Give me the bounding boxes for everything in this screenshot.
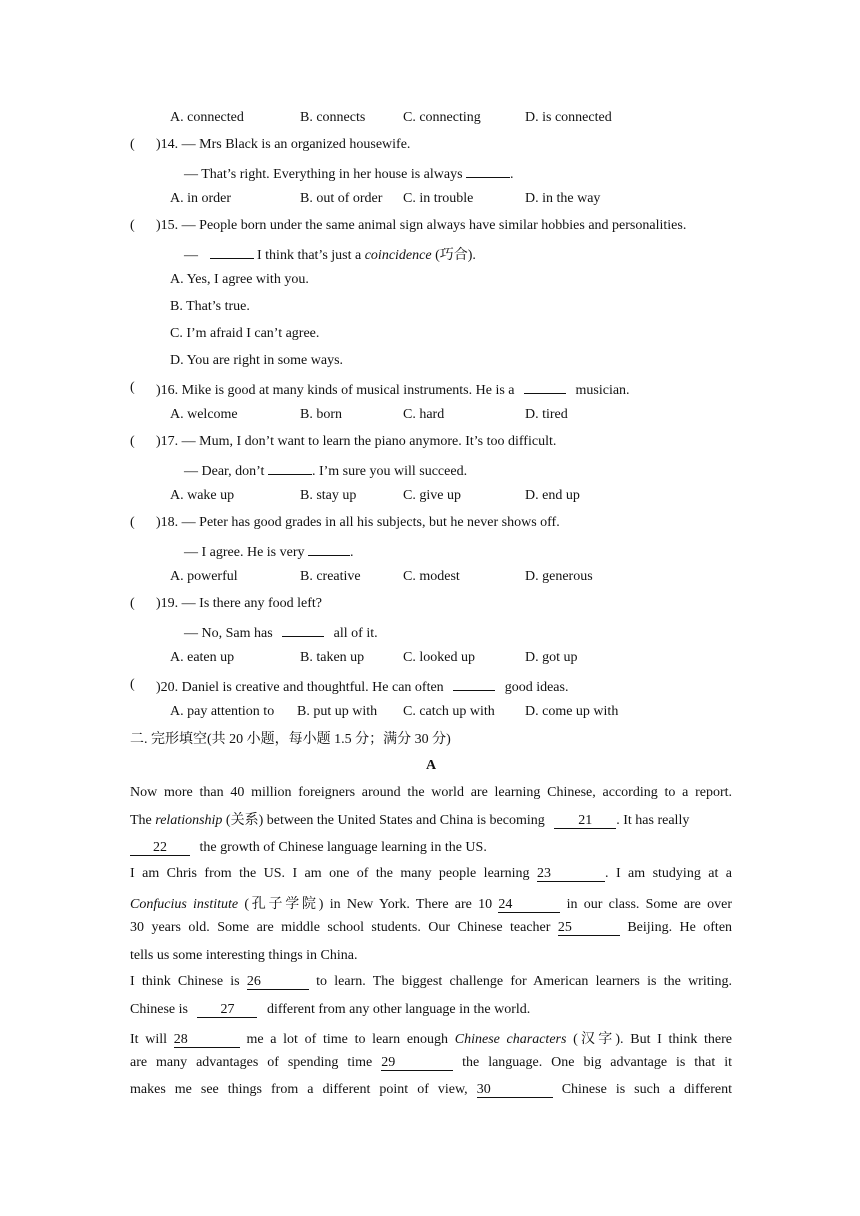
reply-italic-term: coincidence [364, 248, 432, 263]
reply-text: I think that’s just a [257, 248, 362, 263]
question-stem [156, 380, 630, 400]
option-c: C. looked up [403, 650, 475, 665]
answer-paren: ( [130, 677, 135, 692]
text: Beijing. He often [627, 920, 733, 935]
answer-blank [453, 677, 495, 691]
text: I think Chinese is [130, 974, 240, 989]
question-stem: )15. — People born under the same animal sign always have similar hobbies and personalities. [156, 218, 687, 233]
answer-paren: ( [130, 515, 135, 530]
text: I am Chris from the US. I am one of the many people learning [130, 866, 530, 881]
option-a: A. powerful [170, 569, 238, 584]
answer-paren: ( [130, 218, 135, 233]
answer-paren: ( [130, 596, 135, 611]
reply-end: . I’m sure you will succeed. [311, 464, 468, 479]
section-heading: 二. 完形填空(共 20 小题，每小题 1.5 分；满分 30 分) [130, 732, 451, 747]
answer-paren: ( [130, 137, 135, 152]
passage-line [130, 1028, 732, 1048]
option-a: A. Yes, I agree with you. [170, 272, 309, 287]
question-stem: )18. — Peter has good grades in all his subjects, but he never shows off. [156, 515, 560, 530]
italic-term: Confucius institute [130, 897, 239, 912]
option-b: B. put up with [297, 704, 378, 719]
text: different from any other language in the world. [266, 1002, 531, 1017]
text: (汉字). But I think there [573, 1032, 732, 1047]
option-b: B. born [300, 407, 342, 422]
q13-option-a: A. connected [170, 110, 244, 125]
reply-text: — I agree. He is very [184, 545, 305, 560]
option-a: A. wake up [170, 488, 235, 503]
answer-paren: ( [130, 380, 135, 395]
option-c: C. give up [403, 488, 461, 503]
blank-25: 25 [558, 920, 620, 936]
option-d: D. tired [525, 407, 568, 422]
option-c: C. I’m afraid I can’t agree. [170, 326, 320, 341]
text: are many advantages of spending time [130, 1055, 373, 1070]
q13-option-c: C. connecting [403, 110, 481, 125]
option-b: B. stay up [300, 488, 357, 503]
answer-blank [268, 461, 312, 475]
passage-line [130, 839, 487, 857]
reply-dash: — [184, 248, 198, 263]
option-c: C. modest [403, 569, 460, 584]
blank-28: 28 [174, 1032, 240, 1048]
stem-text: )16. Mike is good at many kinds of musical instruments. He is a [156, 383, 515, 398]
italic-term: relationship [155, 813, 223, 828]
blank-24: 24 [498, 897, 560, 913]
stem-end: musician. [575, 383, 630, 398]
passage-line [130, 893, 732, 913]
text: to learn. The biggest challenge for American learners is the writing. [316, 974, 733, 989]
passage-line [130, 1055, 732, 1071]
passage-line: tells us some interesting things in China. [130, 948, 358, 963]
option-d: D. in the way [525, 191, 601, 206]
passage-line: Now more than 40 million foreigners around the world are learning Chinese, according to a report. [130, 785, 732, 800]
reply-end: (巧合). [431, 248, 476, 263]
passage-line [130, 1082, 732, 1098]
text: . I am studying at a [605, 866, 733, 881]
reply-end: all of it. [333, 626, 378, 641]
text: . It has really [616, 813, 690, 828]
option-b: B. That’s true. [170, 299, 250, 314]
answer-blank [466, 164, 510, 178]
blank-26: 26 [247, 974, 309, 990]
question-reply [184, 461, 467, 481]
option-b: B. out of order [300, 191, 383, 206]
passage-label: A [425, 758, 437, 773]
question-stem: )17. — Mum, I don’t want to learn the piano anymore. It’s too difficult. [156, 434, 557, 449]
text: makes me see things from a different point of view, [130, 1082, 468, 1097]
text: The [130, 813, 152, 828]
option-a: A. in order [170, 191, 232, 206]
text: me a lot of time to learn enough [246, 1032, 449, 1047]
option-c: C. catch up with [403, 704, 495, 719]
question-reply [184, 245, 476, 265]
blank-22: 22 [130, 840, 190, 856]
question-stem [156, 677, 568, 697]
italic-term: Chinese characters [454, 1032, 567, 1047]
passage-line [130, 1001, 530, 1019]
text: Chinese is such a different [561, 1082, 732, 1097]
text: Chinese is [130, 1002, 188, 1017]
passage-line [130, 812, 689, 830]
option-a: A. pay attention to [170, 704, 275, 719]
reply-text: — No, Sam has [184, 626, 273, 641]
passage-line [130, 974, 732, 990]
answer-paren: ( [130, 434, 135, 449]
text: It will [130, 1032, 168, 1047]
text: the growth of Chinese language learning in the US. [199, 840, 487, 855]
answer-blank [282, 623, 324, 637]
question-stem: )19. — Is there any food left? [156, 596, 322, 611]
question-reply [184, 542, 354, 562]
passage-line [130, 920, 732, 936]
blank-21: 21 [554, 813, 616, 829]
text: in our class. Some are over [566, 897, 732, 912]
blank-23: 23 [537, 866, 605, 882]
stem-end: good ideas. [504, 680, 569, 695]
reply-end: . [350, 545, 354, 560]
option-d: D. You are right in some ways. [170, 353, 344, 368]
answer-blank [524, 380, 566, 394]
option-c: C. in trouble [403, 191, 474, 206]
question-reply [184, 623, 378, 643]
text: (关系) between the United States and China is becoming [225, 813, 545, 828]
reply-text: — Dear, don’t [184, 464, 265, 479]
stem-text: )20. Daniel is creative and thoughtful. He can often [156, 680, 444, 695]
blank-29: 29 [381, 1055, 453, 1071]
q13-option-b: B. connects [300, 110, 366, 125]
blank-27: 27 [197, 1002, 257, 1018]
reply-text: — That’s right. Everything in her house is always [184, 167, 463, 182]
reply-end: . [510, 167, 514, 182]
option-d: D. got up [525, 650, 578, 665]
blank-30: 30 [477, 1082, 553, 1098]
text: (孔子学院) in New York. There are 10 [244, 897, 493, 912]
passage-line [130, 866, 732, 882]
answer-blank [308, 542, 350, 556]
question-stem: )14. — Mrs Black is an organized housewife. [156, 137, 411, 152]
option-c: C. hard [403, 407, 445, 422]
text: the language. One big advantage is that it [462, 1055, 732, 1070]
option-d: D. end up [525, 488, 580, 503]
option-b: B. creative [300, 569, 361, 584]
answer-blank [210, 245, 254, 259]
q13-option-d: D. is connected [525, 110, 612, 125]
option-b: B. taken up [300, 650, 365, 665]
option-d: D. generous [525, 569, 593, 584]
option-a: A. eaten up [170, 650, 235, 665]
option-a: A. welcome [170, 407, 238, 422]
text: 30 years old. Some are middle school students. Our Chinese teacher [130, 920, 551, 935]
option-d: D. come up with [525, 704, 619, 719]
question-reply [184, 164, 514, 184]
